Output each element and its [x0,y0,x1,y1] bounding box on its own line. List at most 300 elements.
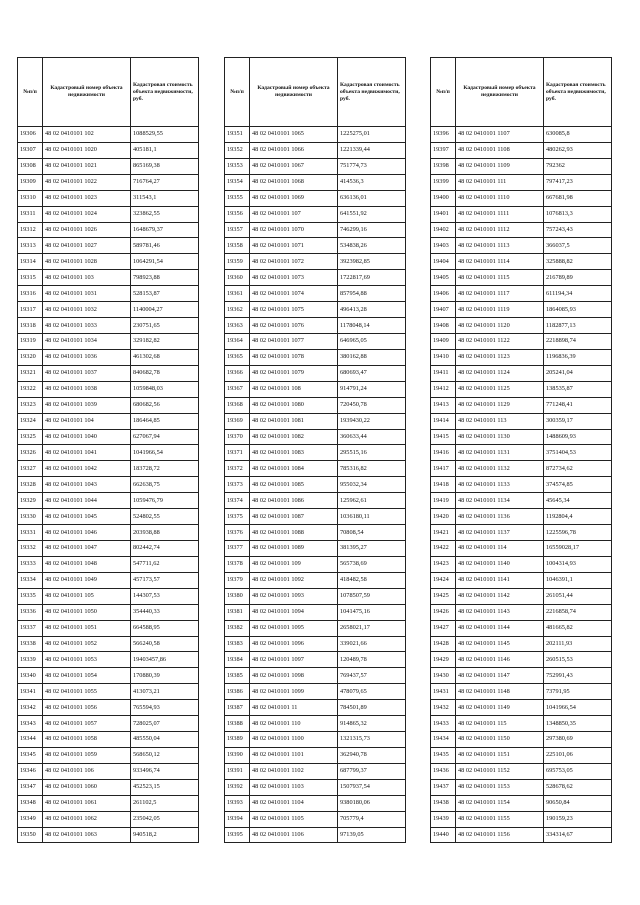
cadastral-cost: 840682,78 [131,365,199,381]
table-row [225,286,406,302]
cadastral-number: 48 02 0410101 1109 [456,158,544,174]
cadastral-number: 48 02 0410101 1049 [43,572,131,588]
row-number: 19322 [18,381,43,397]
row-number: 19329 [18,493,43,509]
row-number: 19437 [431,779,456,795]
cadastral-cost: 797417,23 [544,174,612,190]
cadastral-number: 48 02 0410101 103 [43,270,131,286]
row-number: 19332 [18,540,43,556]
cadastral-number: 48 02 0410101 1028 [43,254,131,270]
row-number: 19393 [225,795,250,811]
cadastral-cost: 45645,34 [544,493,612,509]
row-number: 19408 [431,318,456,334]
table-row [431,477,612,493]
cadastral-cost: 1348850,35 [544,716,612,732]
table-row [225,158,406,174]
cadastral-number: 48 02 0410101 1146 [456,652,544,668]
cadastral-cost: 225101,06 [544,747,612,763]
cadastral-cost: 380162,88 [338,349,406,365]
row-number: 19357 [225,222,250,238]
table-row [18,190,199,206]
cadastral-cost: 1507937,54 [338,779,406,795]
table-row [431,525,612,541]
cadastral-number: 48 02 0410101 1094 [250,604,338,620]
cadastral-cost: 680682,56 [131,397,199,413]
row-number: 19420 [431,509,456,525]
table-row [225,445,406,461]
table-row [18,525,199,541]
row-number: 19407 [431,302,456,318]
table-row [225,716,406,732]
table-row [431,684,612,700]
cadastral-number: 48 02 0410101 1071 [250,238,338,254]
table-row [18,668,199,684]
table-header-row [431,58,612,127]
cadastral-cost: 914865,32 [338,716,406,732]
cadastral-cost: 1225275,01 [338,127,406,143]
table-row [431,318,612,334]
cadastral-number: 48 02 0410101 1086 [250,493,338,509]
cadastral-number: 48 02 0410101 1050 [43,604,131,620]
row-number: 19324 [18,413,43,429]
cadastral-cost: 485550,04 [131,732,199,748]
cadastral-number: 48 02 0410101 1144 [456,620,544,636]
header-cadastral-cost: Кадастровая стоимость объекта недвижимости, руб. [338,58,406,127]
row-number: 19383 [225,636,250,652]
cadastral-number: 48 02 0410101 1147 [456,668,544,684]
row-number: 19343 [18,716,43,732]
row-number: 19438 [431,795,456,811]
table-row [431,652,612,668]
cadastral-number: 48 02 0410101 1113 [456,238,544,254]
table-row [18,636,199,652]
row-number: 19378 [225,556,250,572]
cadastral-cost: 716764,27 [131,174,199,190]
cadastral-cost: 627067,94 [131,429,199,445]
table-row [431,238,612,254]
row-number: 19361 [225,286,250,302]
cadastral-number: 48 02 0410101 1057 [43,716,131,732]
table-row [225,652,406,668]
cadastral-cost: 125962,61 [338,493,406,509]
row-number: 19353 [225,158,250,174]
cadastral-cost: 70808,54 [338,525,406,541]
row-number: 19440 [431,827,456,843]
cadastral-cost: 205241,04 [544,365,612,381]
table-row [18,158,199,174]
table-row [18,620,199,636]
table-row [18,127,199,143]
cadastral-cost: 366037,5 [544,238,612,254]
cadastral-number: 48 02 0410101 108 [250,381,338,397]
row-number: 19380 [225,588,250,604]
cadastral-number: 48 02 0410101 1074 [250,286,338,302]
cadastral-cost: 940518,2 [131,827,199,843]
table-row [225,493,406,509]
cadastral-cost: 641551,92 [338,206,406,222]
cadastral-number: 48 02 0410101 1081 [250,413,338,429]
table-row [431,747,612,763]
table-row [18,652,199,668]
cadastral-number: 48 02 0410101 1083 [250,445,338,461]
cadastral-cost: 297380,69 [544,732,612,748]
cadastral-number: 48 02 0410101 1133 [456,477,544,493]
cadastral-cost: 478079,65 [338,684,406,700]
cadastral-cost: 1864085,93 [544,302,612,318]
table-row [18,318,199,334]
table-row [225,318,406,334]
table-row [18,238,199,254]
row-number: 19321 [18,365,43,381]
table-row [225,795,406,811]
cadastral-number: 48 02 0410101 1072 [250,254,338,270]
cadastral-number: 48 02 0410101 1088 [250,525,338,541]
table-row [225,365,406,381]
row-number: 19311 [18,206,43,222]
row-number: 19424 [431,572,456,588]
cadastral-table-3 [430,57,612,843]
row-number: 19400 [431,190,456,206]
cadastral-number: 48 02 0410101 1120 [456,318,544,334]
cadastral-cost: 566240,58 [131,636,199,652]
cadastral-number: 48 02 0410101 1140 [456,556,544,572]
table-row [431,493,612,509]
cadastral-number: 48 02 0410101 1059 [43,747,131,763]
table-row [225,620,406,636]
table-row [18,142,199,158]
row-number: 19327 [18,461,43,477]
cadastral-number: 48 02 0410101 106 [43,763,131,779]
table-row [225,238,406,254]
row-number: 19366 [225,365,250,381]
cadastral-number: 48 02 0410101 1062 [43,811,131,827]
table-row [18,556,199,572]
cadastral-number: 48 02 0410101 1026 [43,222,131,238]
cadastral-number: 48 02 0410101 1075 [250,302,338,318]
cadastral-number: 48 02 0410101 1154 [456,795,544,811]
cadastral-cost: 73791,95 [544,684,612,700]
cadastral-number: 48 02 0410101 1023 [43,190,131,206]
table-row [431,174,612,190]
table-row [431,556,612,572]
row-number: 19430 [431,668,456,684]
cadastral-cost: 496413,28 [338,302,406,318]
cadastral-number: 48 02 0410101 1153 [456,779,544,795]
cadastral-number: 48 02 0410101 1070 [250,222,338,238]
row-number: 19308 [18,158,43,174]
table-row [225,413,406,429]
row-number: 19412 [431,381,456,397]
table-row [225,588,406,604]
table-row [18,477,199,493]
cadastral-cost: 1182877,13 [544,318,612,334]
table-row [18,716,199,732]
row-number: 19337 [18,620,43,636]
cadastral-number: 48 02 0410101 115 [456,716,544,732]
cadastral-cost: 97139,05 [338,827,406,843]
table-row [18,763,199,779]
table-row [18,413,199,429]
row-number: 19318 [18,318,43,334]
cadastral-number: 48 02 0410101 1076 [250,318,338,334]
cadastral-cost: 664588,95 [131,620,199,636]
cadastral-cost: 216789,89 [544,270,612,286]
table-row [225,636,406,652]
cadastral-cost: 90650,84 [544,795,612,811]
row-number: 19415 [431,429,456,445]
row-number: 19398 [431,158,456,174]
cadastral-cost: 1059476,79 [131,493,199,509]
table-row [18,588,199,604]
table-row [431,158,612,174]
cadastral-cost: 480262,93 [544,142,612,158]
row-number: 19431 [431,684,456,700]
cadastral-cost: 534838,26 [338,238,406,254]
table-row [18,270,199,286]
row-number: 19435 [431,747,456,763]
cadastral-number: 48 02 0410101 1058 [43,732,131,748]
table-row [225,668,406,684]
row-number: 19399 [431,174,456,190]
cadastral-cost: 636136,01 [338,190,406,206]
cadastral-cost: 230751,65 [131,318,199,334]
table-row [225,811,406,827]
cadastral-cost: 914791,24 [338,381,406,397]
cadastral-cost: 589781,46 [131,238,199,254]
cadastral-number: 48 02 0410101 1097 [250,652,338,668]
table-row [431,763,612,779]
row-number: 19328 [18,477,43,493]
table-row [225,525,406,541]
row-number: 19419 [431,493,456,509]
row-number: 19315 [18,270,43,286]
cadastral-number: 48 02 0410101 111 [456,174,544,190]
row-number: 19370 [225,429,250,445]
cadastral-number: 48 02 0410101 1067 [250,158,338,174]
cadastral-cost: 202111,93 [544,636,612,652]
header-cadastral-cost: Кадастровая стоимость объекта недвижимости, руб. [131,58,199,127]
cadastral-cost: 325888,82 [544,254,612,270]
cadastral-number: 48 02 0410101 1041 [43,445,131,461]
cadastral-cost: 203938,88 [131,525,199,541]
row-number: 19350 [18,827,43,843]
row-number: 19365 [225,349,250,365]
table-row [18,811,199,827]
cadastral-cost: 611194,34 [544,286,612,302]
row-number: 19344 [18,732,43,748]
row-number: 19354 [225,174,250,190]
table-row [225,397,406,413]
row-number: 19341 [18,684,43,700]
table-header-row [225,58,406,127]
row-number: 19345 [18,747,43,763]
cadastral-cost: 1722817,69 [338,270,406,286]
cadastral-cost: 235042,05 [131,811,199,827]
row-number: 19306 [18,127,43,143]
row-number: 19387 [225,700,250,716]
row-number: 19367 [225,381,250,397]
table-row [225,763,406,779]
cadastral-number: 48 02 0410101 1032 [43,302,131,318]
row-number: 19405 [431,270,456,286]
cadastral-cost: 1192804,4 [544,509,612,525]
cadastral-cost: 311543,1 [131,190,199,206]
cadastral-cost: 9380180,06 [338,795,406,811]
row-number: 19310 [18,190,43,206]
row-number: 19334 [18,572,43,588]
table-row [225,333,406,349]
row-number: 19307 [18,142,43,158]
table-row [18,365,199,381]
cadastral-number: 48 02 0410101 1102 [250,763,338,779]
row-number: 19413 [431,397,456,413]
cadastral-number: 48 02 0410101 1084 [250,461,338,477]
cadastral-cost: 1939430,22 [338,413,406,429]
cadastral-cost: 381395,27 [338,540,406,556]
cadastral-number: 48 02 0410101 1037 [43,365,131,381]
cadastral-number: 48 02 0410101 113 [456,413,544,429]
row-number: 19434 [431,732,456,748]
table-row [225,509,406,525]
cadastral-number: 48 02 0410101 1042 [43,461,131,477]
cadastral-number: 48 02 0410101 1046 [43,525,131,541]
row-number: 19418 [431,477,456,493]
cadastral-number: 48 02 0410101 1151 [456,747,544,763]
table-row [225,142,406,158]
cadastral-number: 48 02 0410101 1039 [43,397,131,413]
table-row [431,127,612,143]
row-number: 19336 [18,604,43,620]
cadastral-cost: 705779,4 [338,811,406,827]
row-number: 19389 [225,732,250,748]
cadastral-cost: 865169,38 [131,158,199,174]
cadastral-cost: 1088529,55 [131,127,199,143]
cadastral-number: 48 02 0410101 1066 [250,142,338,158]
cadastral-cost: 667681,98 [544,190,612,206]
cadastral-cost: 405181,1 [131,142,199,158]
row-number: 19427 [431,620,456,636]
cadastral-number: 48 02 0410101 1024 [43,206,131,222]
table-row [225,206,406,222]
cadastral-cost: 1041966,54 [544,700,612,716]
table-row [18,540,199,556]
table-row [225,174,406,190]
row-number: 19388 [225,716,250,732]
table-row [18,445,199,461]
row-number: 19403 [431,238,456,254]
cadastral-cost: 481665,82 [544,620,612,636]
table-row [431,620,612,636]
table-row [431,381,612,397]
cadastral-cost: 757243,43 [544,222,612,238]
cadastral-cost: 2658021,17 [338,620,406,636]
table-row [225,222,406,238]
cadastral-number: 48 02 0410101 1080 [250,397,338,413]
row-number: 19316 [18,286,43,302]
cadastral-cost: 728025,07 [131,716,199,732]
row-number: 19386 [225,684,250,700]
table-header-row [18,58,199,127]
table-row [18,795,199,811]
cadastral-cost: 323862,55 [131,206,199,222]
row-number: 19374 [225,493,250,509]
cadastral-cost: 2218898,74 [544,333,612,349]
cadastral-number: 48 02 0410101 1123 [456,349,544,365]
cadastral-number: 48 02 0410101 1099 [250,684,338,700]
table-row [431,461,612,477]
cadastral-number: 48 02 0410101 1137 [456,525,544,541]
cadastral-number: 48 02 0410101 1027 [43,238,131,254]
cadastral-number: 48 02 0410101 1085 [250,477,338,493]
cadastral-number: 48 02 0410101 1065 [250,127,338,143]
cadastral-number: 48 02 0410101 1107 [456,127,544,143]
cadastral-number: 48 02 0410101 1149 [456,700,544,716]
header-num: №п/п [225,58,250,127]
cadastral-number: 48 02 0410101 1048 [43,556,131,572]
table-row [431,413,612,429]
cadastral-number: 48 02 0410101 1110 [456,190,544,206]
table-row [18,333,199,349]
cadastral-cost: 680693,47 [338,365,406,381]
cadastral-cost: 170880,39 [131,668,199,684]
cadastral-number: 48 02 0410101 11 [250,700,338,716]
table-row [431,588,612,604]
table-row [431,206,612,222]
cadastral-number: 48 02 0410101 1134 [456,493,544,509]
row-number: 19392 [225,779,250,795]
row-number: 19355 [225,190,250,206]
table-row [225,827,406,843]
cadastral-number: 48 02 0410101 1054 [43,668,131,684]
cadastral-number: 48 02 0410101 1095 [250,620,338,636]
row-number: 19339 [18,652,43,668]
table-row [18,509,199,525]
row-number: 19425 [431,588,456,604]
table-row [431,540,612,556]
cadastral-number: 48 02 0410101 1115 [456,270,544,286]
table-row [225,779,406,795]
cadastral-cost: 452523,15 [131,779,199,795]
table-row [18,254,199,270]
cadastral-cost: 354440,33 [131,604,199,620]
cadastral-cost: 955032,34 [338,477,406,493]
table-row [225,747,406,763]
table-row [431,732,612,748]
cadastral-number: 48 02 0410101 1100 [250,732,338,748]
row-number: 19317 [18,302,43,318]
table-row [431,716,612,732]
cadastral-number: 48 02 0410101 1051 [43,620,131,636]
cadastral-cost: 720450,78 [338,397,406,413]
cadastral-number: 48 02 0410101 1142 [456,588,544,604]
cadastral-number: 48 02 0410101 110 [250,716,338,732]
cadastral-number: 48 02 0410101 1061 [43,795,131,811]
table-row [225,556,406,572]
cadastral-cost: 802442,74 [131,540,199,556]
table-row [18,286,199,302]
cadastral-cost: 646965,05 [338,333,406,349]
row-number: 19409 [431,333,456,349]
row-number: 19325 [18,429,43,445]
header-cadastral-number: Кадастровый номер объекта недвижимости [250,58,338,127]
cadastral-number: 48 02 0410101 1125 [456,381,544,397]
cadastral-cost: 360633,44 [338,429,406,445]
row-number: 19346 [18,763,43,779]
table-row [431,811,612,827]
table-row [431,286,612,302]
row-number: 19369 [225,413,250,429]
table-row [431,333,612,349]
